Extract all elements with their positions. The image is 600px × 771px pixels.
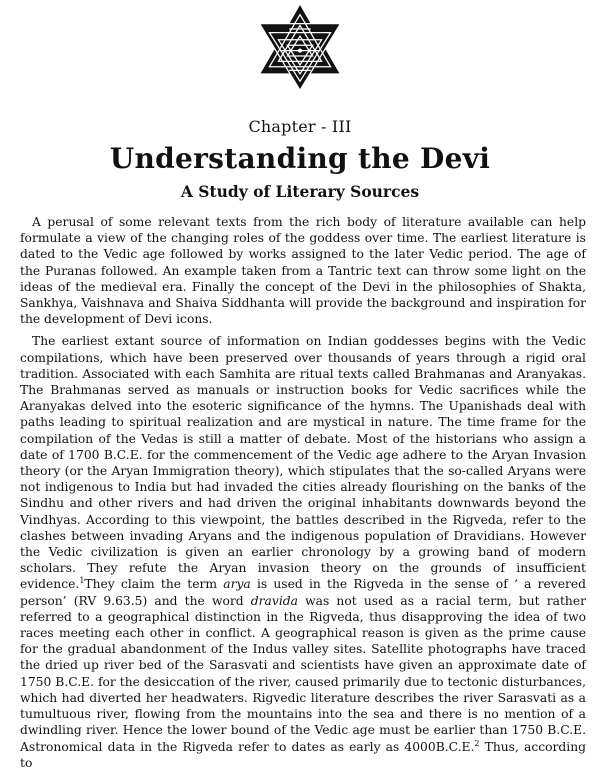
footnote-marker: 1	[79, 576, 85, 586]
italic-term: dravida	[250, 593, 298, 608]
paragraph	[20, 214, 586, 327]
chapter-title: Understanding the Devi	[109, 142, 491, 175]
text-run: The earliest extant source of information on Indian goddesses begins with the Vedic compilations, which have been preserved over thousands of years through a rigid oral tradition. Associated with each Samhita are ritual texts called Brahmanas and Aranyakas. The Brahmanas served as manuals or instruction books for Vedic sacrifices while the Aranyakas delved into the esoteric significance of the hymns. The Upanishads deal with paths leading to spiritual realization and are mystical in nature. The time frame for the compilation of the Vedas is still a matter of debate. Most of the historians who assign a date of 1700 B.C.E. for the commencement of the Vedic age adhere to the Aryan Invasion theory (or the Aryan Immigration theory), which stipulates that the so-called Aryans were not indigenous to India but had invaded the cities already flourishing on the banks of the Sindhu and other rivers and had driven the original inhabitants downwards beyond the Vindhyas. According to this viewpoint, the battles described in the Rigveda, refer to the clashes between invading Aryans and the indigenous population of Dravidians. However the Vedic civilization is given an earlier chronology by a growing band of modern scholars. They refute the Aryan invasion theory on the grounds of insufficient evidence.	[20, 334, 586, 592]
chapter-label: Chapter - III	[248, 117, 352, 136]
footnote-marker: 2	[474, 738, 480, 748]
body-text	[20, 214, 586, 771]
text-run: A perusal of some relevant texts from the rich body of literature available can help formulate a view of the changing roles of the goddess over time. The earliest literature is dated to the Vedic age followed by works assigned to the later Vedic period. The age of the Puranas followed. An example taken from a Tantric text can throw some light on the ideas of the medieval era. Finally the concept of the Devi in the philosophies of Shakta, Sankhya, Vaishnava and Shaiva Siddhanta will provide the background and inspiration for the development of Devi icons.	[20, 215, 586, 327]
text-run: They claim the term	[84, 577, 224, 592]
chapter-subtitle: A Study of Literary Sources	[180, 182, 420, 201]
text-run: is used in the Rigveda in the sense of ‘ a revered person’ (RV 9.63.5) and the word	[20, 577, 587, 608]
italic-term: arya	[223, 577, 251, 592]
sri-yantra-icon	[255, 2, 345, 92]
paragraph	[20, 333, 586, 770]
text-run: was not used as a racial term, but rather referred to a geographical distinction in the Rigveda, thus disapproving the idea of two races meeting each other in conflict. A geographical reason is given as the prime cause for the gradual abandonment of the Indus valley sites. Satellite photographs have traced the dried up river bed of the Sarasvati and scientists have given an approximate date of 1750 B.C.E. for the desiccation of the river, caused primarily due to tectonic disturbances, which had diverted her headwaters. Rigvedic literature describes the river Sarasvati as a tumultuous river, flowing from the mountains into the sea and there is no mention of a dwindling river. Hence the lower bound of the Vedic age must be earlier than 1750 B.C.E. Astronomical data in the Rigveda refer to dates as early as 4000B.C.E.	[20, 593, 586, 754]
text-run: Thus, according to	[20, 739, 587, 770]
